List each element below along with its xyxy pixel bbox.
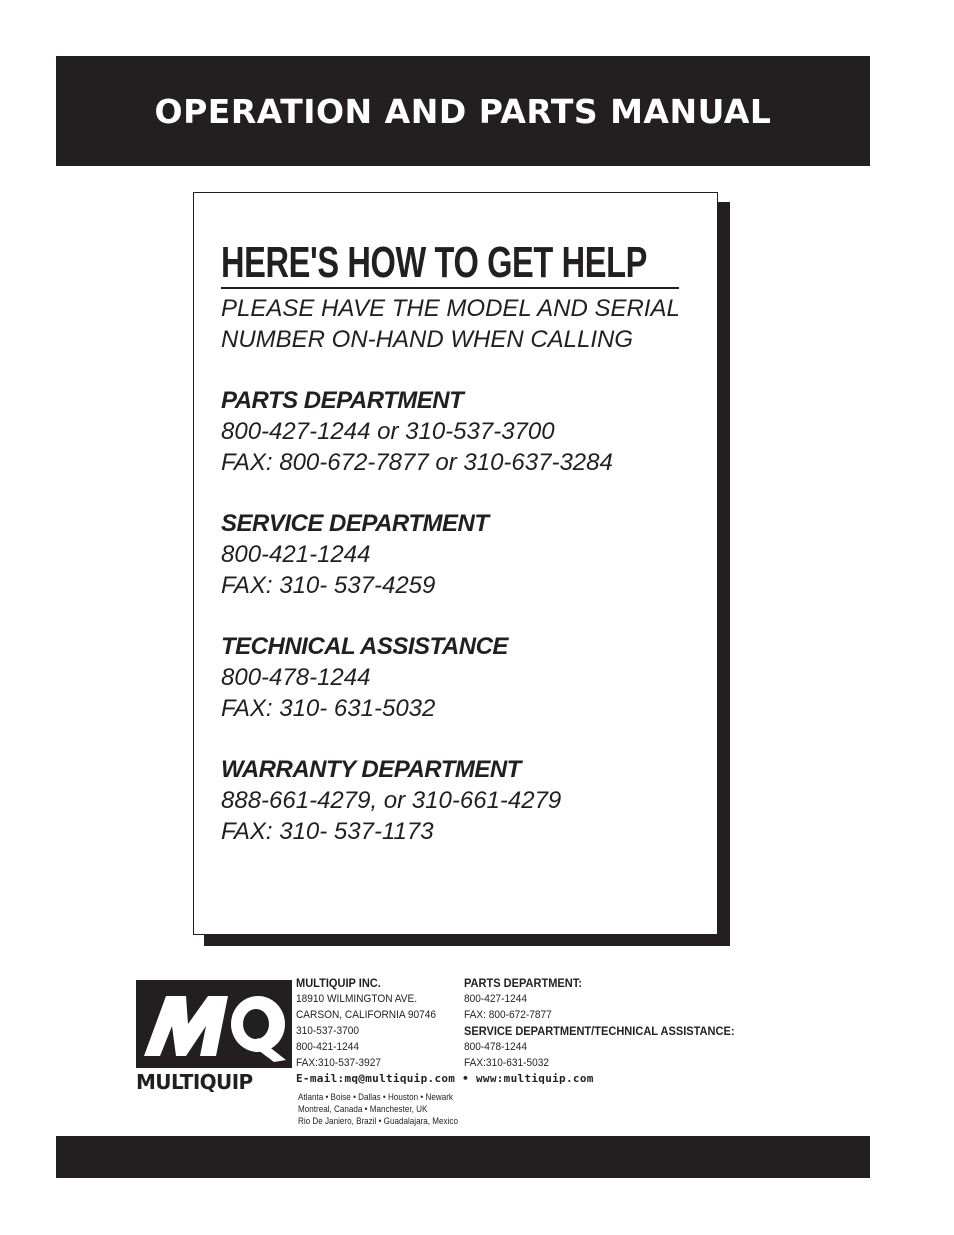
mq-logo-icon [136, 980, 292, 1068]
section-phone: 800-421-1244 [221, 541, 371, 568]
company-phone: 800-421-1244 [296, 1041, 360, 1053]
help-box [193, 192, 718, 935]
section-fax: FAX: 800-672-7877 or 310-637-3284 [221, 449, 613, 476]
email-web-line: E-mail:mq@multiquip.com • www:multiquip.com [296, 1072, 594, 1085]
section-phone: 800-478-1244 [221, 664, 371, 691]
service-department-heading: SERVICE DEPARTMENT/TECHNICAL ASSISTANCE: [464, 1024, 735, 1038]
service-department-section [221, 508, 691, 601]
mq-logo-shape [136, 980, 292, 1068]
parts-department-phone: 800-427-1244 [464, 993, 528, 1005]
multiquip-logo [136, 980, 292, 1095]
company-phone: 310-537-3700 [296, 1025, 360, 1037]
warranty-department-section [221, 754, 691, 847]
section-phone: 888-661-4279, or 310-661-4279 [221, 787, 562, 814]
help-title-underline [221, 287, 679, 289]
section-fax: FAX: 310- 537-4259 [221, 572, 436, 599]
section-title: WARRANTY DEPARTMENT [221, 756, 521, 783]
service-department-fax: FAX:310-631-5032 [464, 1057, 549, 1069]
parts-department-fax: FAX: 800-672-7877 [464, 1009, 552, 1021]
department-contacts [464, 975, 758, 1071]
company-fax: FAX:310-537-3927 [296, 1057, 381, 1069]
help-note-line: PLEASE HAVE THE MODEL AND SERIAL [221, 295, 680, 322]
help-note-line: NUMBER ON-HAND WHEN CALLING [221, 326, 634, 353]
parts-department-heading: PARTS DEPARTMENT: [464, 976, 582, 990]
help-body [221, 293, 691, 847]
section-title: PARTS DEPARTMENT [221, 387, 464, 414]
location-line: Rio De Janiero, Brazil • Guadalajara, Mexico [298, 1116, 458, 1126]
help-title: HERE'S HOW TO GET HELP [221, 238, 647, 287]
office-locations [298, 1091, 476, 1127]
section-fax: FAX: 310- 537-1173 [221, 818, 434, 845]
logo-wordmark: MULTIQUIP [136, 1070, 253, 1094]
company-info [296, 975, 448, 1071]
section-phone: 800-427-1244 or 310-537-3700 [221, 418, 555, 445]
location-line: Atlanta • Boise • Dallas • Houston • Newark [298, 1092, 453, 1102]
section-fax: FAX: 310- 631-5032 [221, 695, 436, 722]
company-address-line: 18910 WILMINGTON AVE. [296, 993, 418, 1005]
manual-title: OPERATION AND PARTS MANUAL [154, 91, 772, 131]
parts-department-section [221, 385, 691, 478]
top-banner [56, 56, 870, 166]
technical-assistance-section [221, 631, 691, 724]
service-department-phone: 800-478-1244 [464, 1041, 528, 1053]
company-name: MULTIQUIP INC. [296, 976, 381, 990]
bottom-bar [56, 1136, 870, 1178]
help-note [221, 293, 691, 355]
location-line: Montreal, Canada • Manchester, UK [298, 1104, 428, 1114]
section-title: TECHNICAL ASSISTANCE [221, 633, 508, 660]
company-address-line: CARSON, CALIFORNIA 90746 [296, 1009, 437, 1021]
section-title: SERVICE DEPARTMENT [221, 510, 489, 537]
